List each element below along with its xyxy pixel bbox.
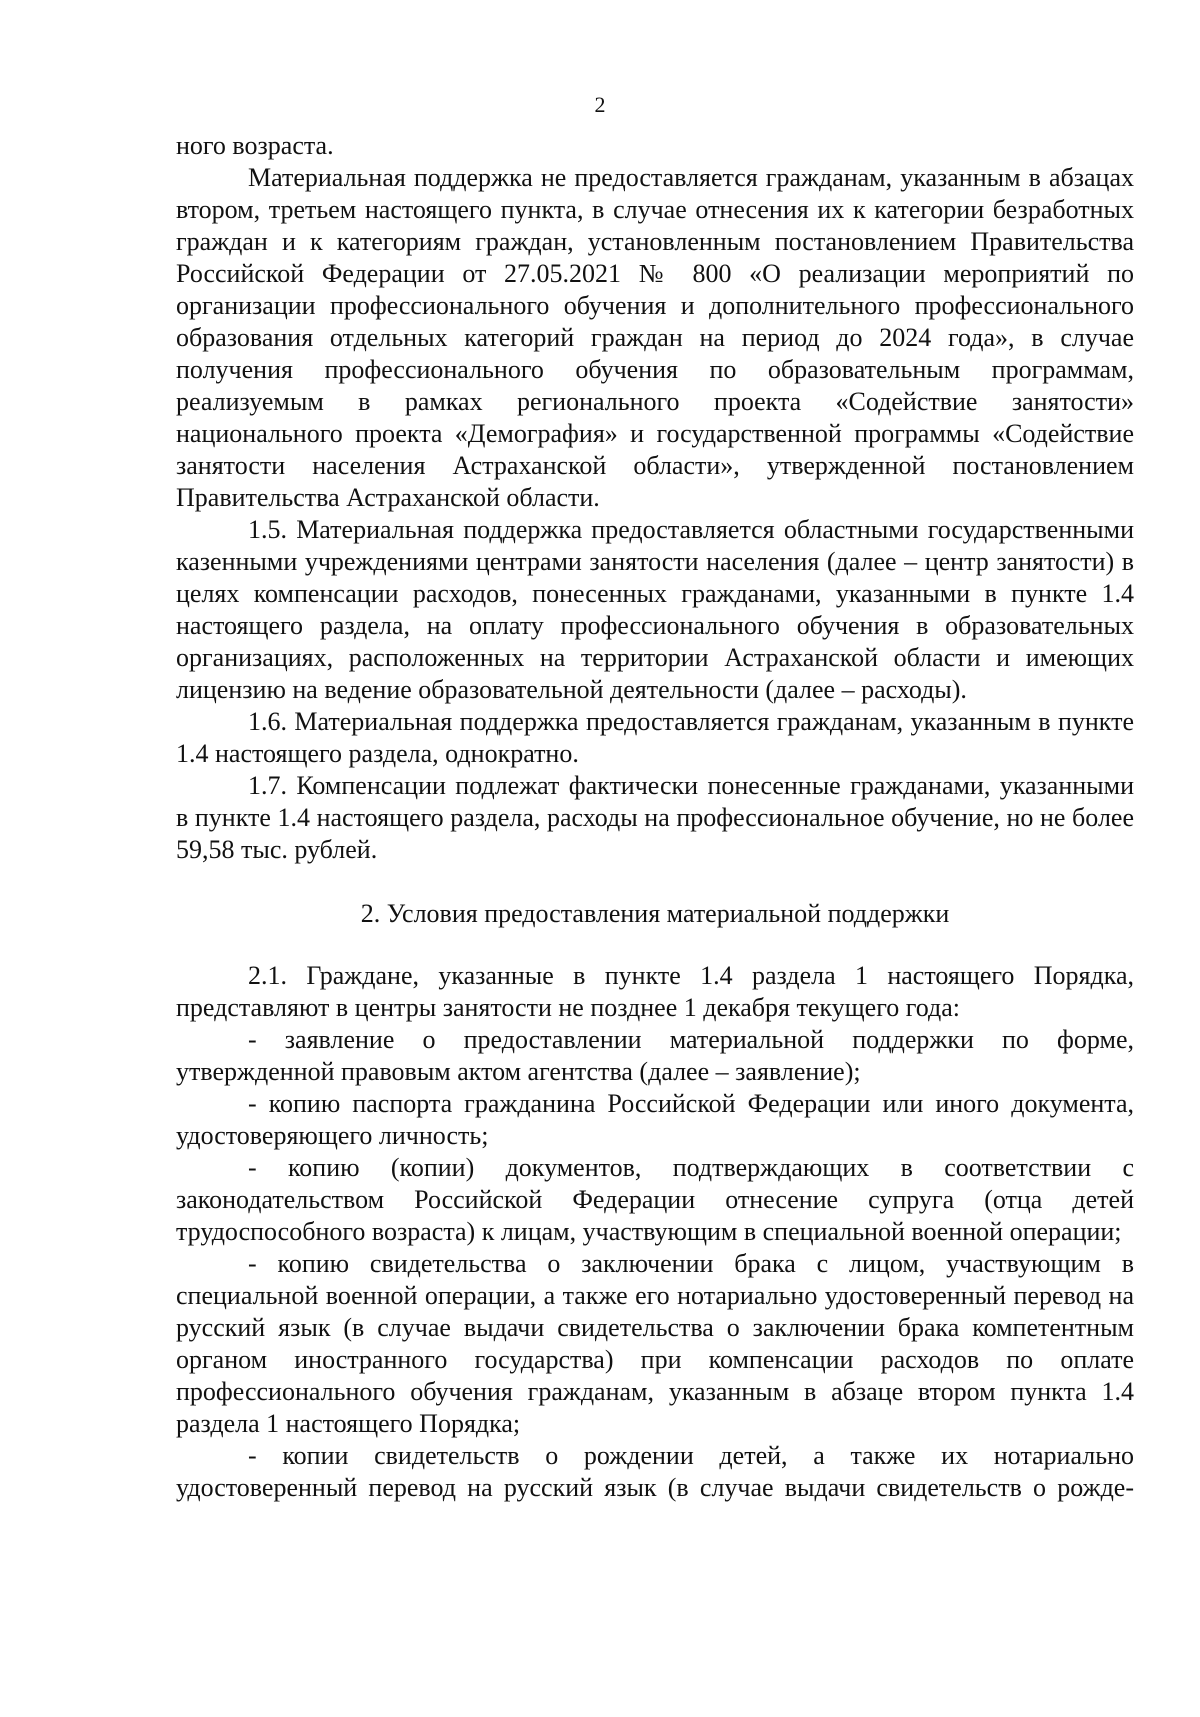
list-item-spouse-documents: - копию (копии) документов, подтверждающих в соответствии с законодательством Российской Федерации отнесение супруга (отца детей трудоспособного возраста) к лицам, участвующим в специальной военной операции; (176, 1153, 1134, 1246)
list-item-birth-certificates: - копии свидетельств о рождении детей, а также их нотариально удостоверенный перевод на русский язык (в случае выдачи свидетельств о рожде- (176, 1441, 1134, 1502)
document-body (176, 130, 1134, 1504)
page-number: 2 (594, 92, 606, 117)
paragraph-2-1: 2.1. Граждане, указанные в пункте 1.4 раздела 1 настоящего Порядка, представляют в центры занятости не позднее 1 декабря текущего года: (176, 961, 1134, 1022)
paragraph-1-6: 1.6. Материальная поддержка предоставляется гражданам, указанным в пункте 1.4 настоящего раздела, однократно. (176, 707, 1134, 768)
list-item-marriage-certificate: - копию свидетельства о заключении брака с лицом, участвующим в специальной военной операции, а также его нотариально удостоверенный перевод на русский язык (в случае выдачи свидетельства о заключении брака компетентным органом иностранного государства) при компенсации расходов по оплате профессионального обучения гражданам, указанным в абзаце втором пункта 1.4 раздела 1 настоящего Порядка; (176, 1249, 1134, 1438)
section-heading: 2. Условия предоставления материальной поддержки (360, 899, 950, 928)
paragraph-continuation: ного возраста. (176, 131, 334, 160)
list-item-application: - заявление о предоставлении материальной поддержки по форме, утвержденной правовым актом агентства (далее – заявление); (176, 1025, 1134, 1086)
paragraph-exclusions: Материальная поддержка не предоставляется гражданам, указанным в абзацах втором, третьем настоящего пункта, в случае отнесения их к категории безработных граждан и к категориям граждан, установленным постановлением Правительства Российской Федерации от 27.05.2021 № 800 «О реализации мероприятий по организации профессионального обучения и дополнительного профессионального образования отдельных категорий граждан на период до 2024 года», в случае получения профессионального обучения по образовательным программам, реализуемым в рамках регионального проекта «Содействие занятости» национального проекта «Демография» и государственной программы «Содействие занятости населения Астраханской области», утвержденной постановлением Правительства Астраханской области. (176, 163, 1134, 512)
paragraph-1-7: 1.7. Компенсации подлежат фактически понесенные гражданами, указанными в пункте 1.4 настоящего раздела, расходы на профессиональное обучение, но не более 59,58 тыс. рублей. (176, 771, 1134, 864)
list-item-passport: - копию паспорта гражданина Российской Федерации или иного документа, удостоверяющего личность; (176, 1089, 1134, 1150)
paragraph-1-5: 1.5. Материальная поддержка предоставляется областными государственными казенными учреждениями центрами занятости населения (далее – центр занятости) в целях компенсации расходов, понесенных гражданами, указанными в пункте 1.4 настоящего раздела, на оплату профессионального обучения в образовательных организациях, расположенных на территории Астраханской области и имеющих лицензию на ведение образовательной деятельности (далее – расходы). (176, 515, 1134, 704)
